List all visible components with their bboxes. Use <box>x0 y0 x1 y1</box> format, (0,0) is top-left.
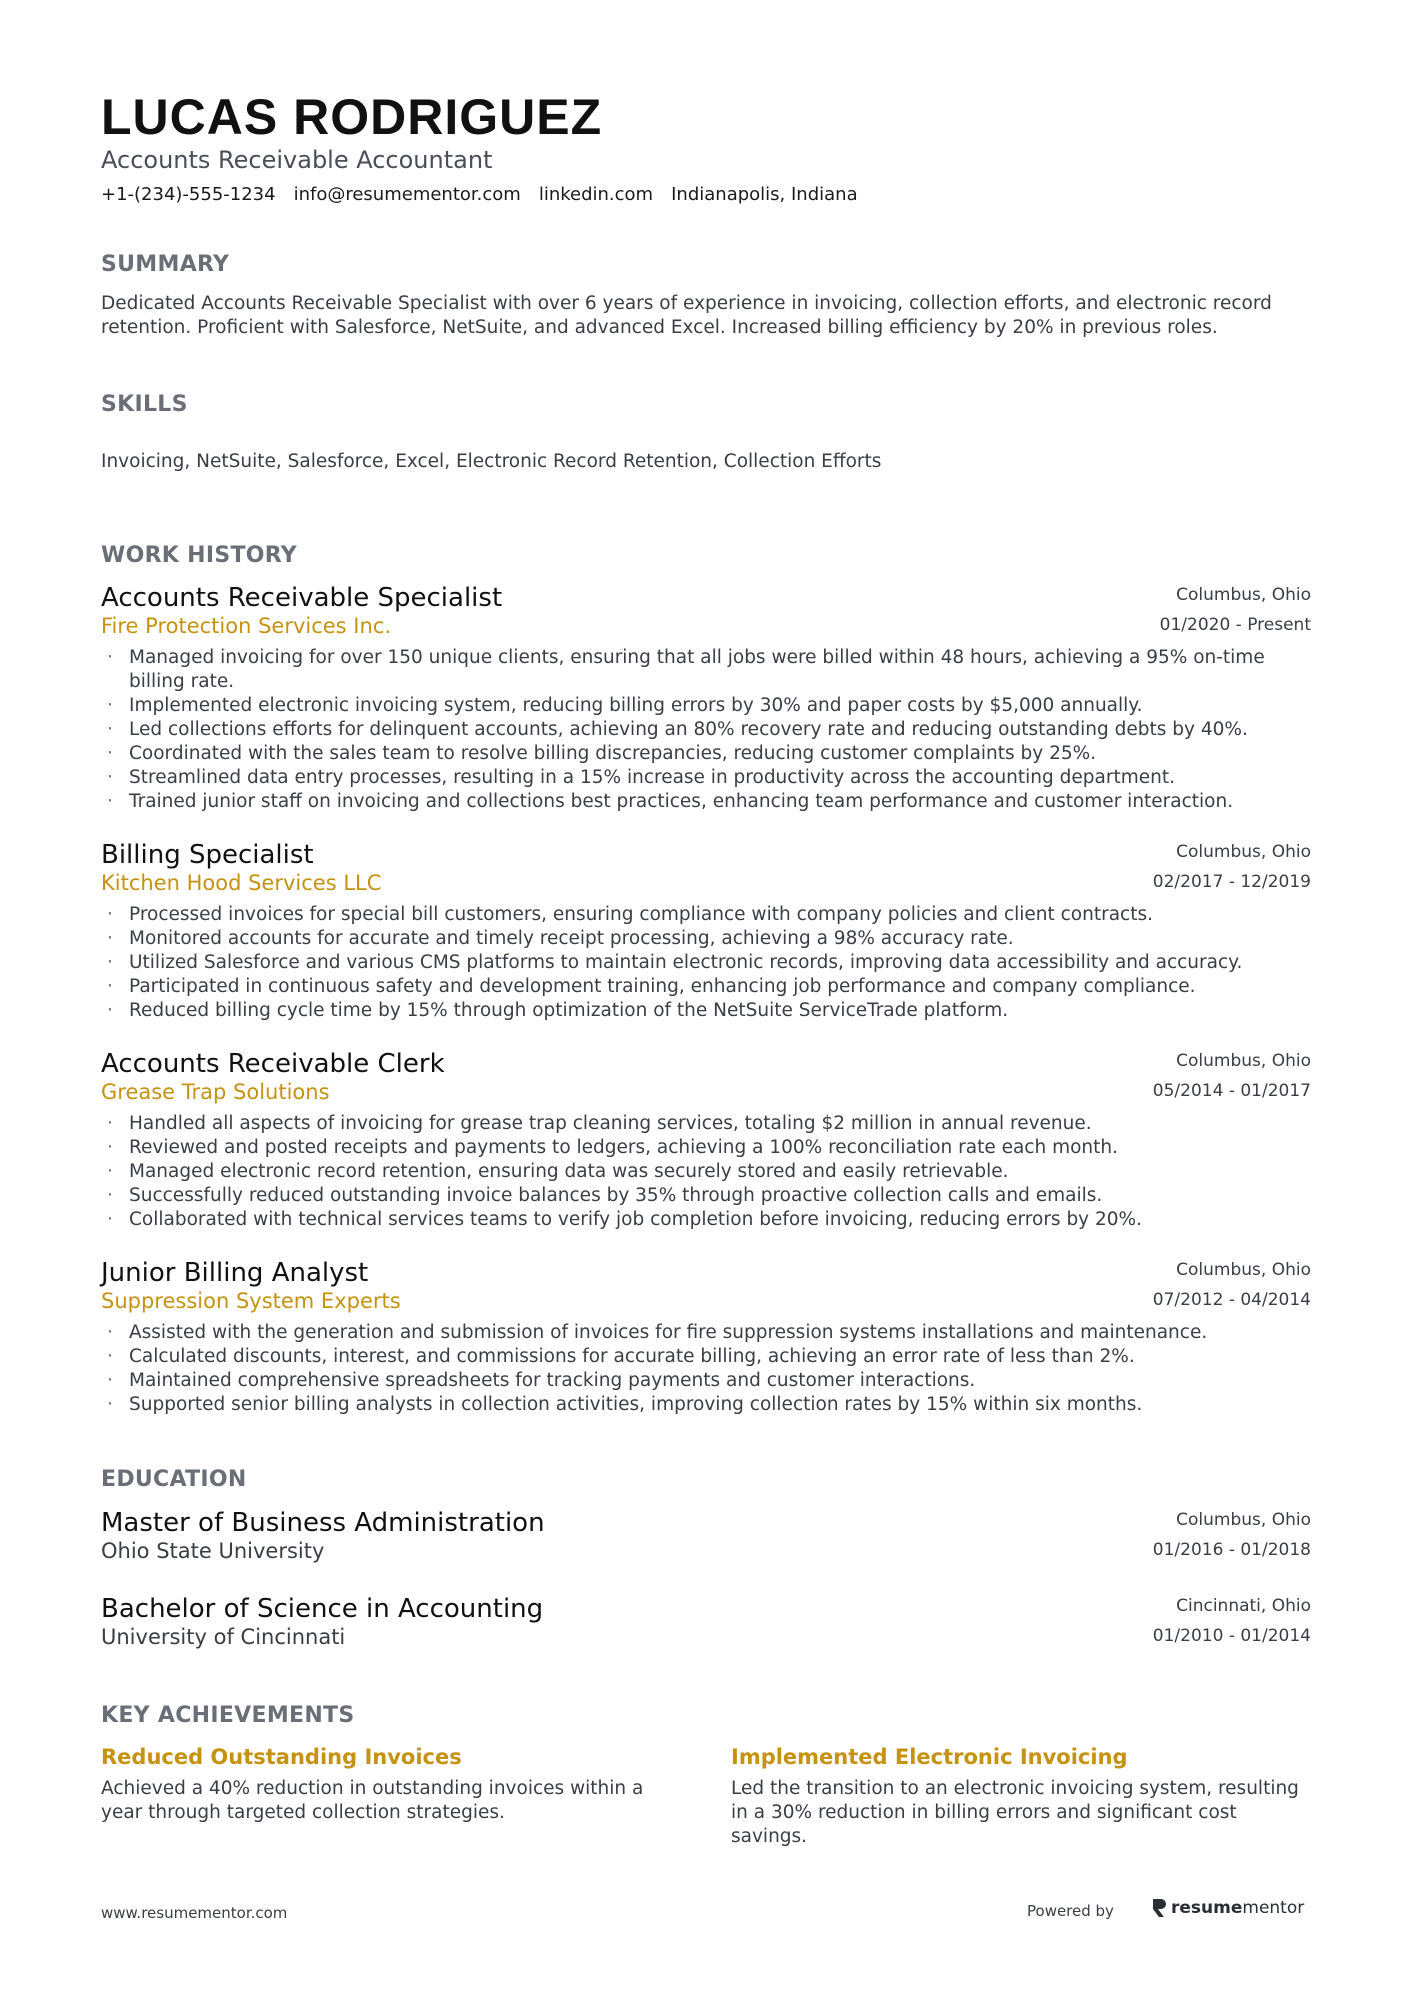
job-bullet: · Managed electronic record retention, ensuring data was securely stored and easily retrievable. <box>101 1160 1311 1184</box>
job-dates: 02/2017 - 12/2019 <box>1152 872 1311 892</box>
achievement-desc: Achieved a 40% reduction in outstanding invoices within a year through targeted collection strategies. <box>101 1778 644 1823</box>
achievement-item <box>101 1745 681 1825</box>
edu-dates: 01/2010 - 01/2014 <box>1152 1626 1311 1646</box>
resume-page <box>101 0 1311 1995</box>
job-bullet: · Maintained comprehensive spreadsheets for tracking payments and customer interactions. <box>101 1369 1311 1393</box>
job-bullets <box>101 646 1311 814</box>
achievement-desc: Led the transition to an electronic invoicing system, resulting in a 30% reduction in billing errors and significant cost savings. <box>731 1778 1299 1847</box>
job-location: Columbus, Ohio <box>1176 1051 1311 1071</box>
job-bullet: · Trained junior staff on invoicing and collections best practices, enhancing team performance and customer interaction. <box>101 790 1311 814</box>
contact-line <box>101 184 858 205</box>
job-company: Fire Protection Services Inc. <box>101 614 392 638</box>
edu-degree: Bachelor of Science in Accounting <box>101 1594 544 1624</box>
job-bullet: · Handled all aspects of invoicing for grease trap cleaning services, totaling $2 million in annual revenue. <box>101 1112 1311 1136</box>
edu-location: Columbus, Ohio <box>1176 1510 1311 1530</box>
contact-location: Indianapolis, Indiana <box>671 184 858 205</box>
job-bullet: · Monitored accounts for accurate and timely receipt processing, achieving a 98% accuracy rate. <box>101 927 1311 951</box>
job-bullet: · Successfully reduced outstanding invoice balances by 35% through proactive collection calls and emails. <box>101 1184 1311 1208</box>
summary-text: Dedicated Accounts Receivable Specialist with over 6 years of experience in invoicing, collection efforts, and electronic record retention. Proficient with Salesforce, NetSuite, and advanced Excel. Increased billing efficiency by 20% in previous roles. <box>101 293 1272 338</box>
job-bullet: · Reduced billing cycle time by 15% through optimization of the NetSuite ServiceTrade platform. <box>101 999 1311 1023</box>
summary-heading: SUMMARY <box>101 252 230 277</box>
job-bullet: · Calculated discounts, interest, and commissions for accurate billing, achieving an error rate of less than 2%. <box>101 1345 1311 1369</box>
job-bullet: · Coordinated with the sales team to resolve billing discrepancies, reducing customer complaints by 25%. <box>101 742 1311 766</box>
job-company: Suppression System Experts <box>101 1289 401 1313</box>
job-company: Grease Trap Solutions <box>101 1080 330 1104</box>
brand-wordmark-b: mentor <box>1242 1898 1305 1918</box>
achievement-title: Reduced Outstanding Invoices <box>101 1745 462 1769</box>
job-bullets <box>101 1321 1311 1417</box>
candidate-name: LUCAS RODRIGUEZ <box>101 89 603 145</box>
job-bullets <box>101 903 1311 1023</box>
job-title: Accounts Receivable Specialist <box>101 583 503 613</box>
job-bullet: · Participated in continuous safety and development training, enhancing job performance and company compliance. <box>101 975 1311 999</box>
brand-wordmark <box>1171 1898 1304 1918</box>
skills-text: Invoicing, NetSuite, Salesforce, Excel, Electronic Record Retention, Collection Efforts <box>101 451 882 472</box>
contact-email: info@resumementor.com <box>293 184 521 205</box>
skills-heading: SKILLS <box>101 392 188 417</box>
job-bullets <box>101 1112 1311 1232</box>
job-location: Columbus, Ohio <box>1176 1260 1311 1280</box>
contact-phone: +1-(234)-555-1234 <box>101 184 276 205</box>
resumementor-logo-icon <box>1151 1898 1167 1918</box>
edu-degree: Master of Business Administration <box>101 1508 545 1538</box>
job-bullet: · Assisted with the generation and submission of invoices for fire suppression systems installations and maintenance. <box>101 1321 1311 1345</box>
job-bullet: · Implemented electronic invoicing system, reducing billing errors by 30% and paper costs by $5,000 annually. <box>101 694 1311 718</box>
job-location: Columbus, Ohio <box>1176 842 1311 862</box>
footer-powered-by: Powered by <box>1027 1902 1114 1920</box>
job-bullet: · Led collections efforts for delinquent accounts, achieving an 80% recovery rate and reducing outstanding debts by 40%. <box>101 718 1311 742</box>
job-title: Billing Specialist <box>101 840 314 870</box>
job-bullet: · Supported senior billing analysts in collection activities, improving collection rates by 15% within six months. <box>101 1393 1311 1417</box>
brand-wordmark-a: resume <box>1171 1898 1243 1918</box>
footer-brand[interactable] <box>1151 1898 1304 1918</box>
work-heading: WORK HISTORY <box>101 543 298 568</box>
job-bullet: · Streamlined data entry processes, resulting in a 15% increase in productivity across the accounting department. <box>101 766 1311 790</box>
job-company: Kitchen Hood Services LLC <box>101 871 382 895</box>
achievement-title: Implemented Electronic Invoicing <box>731 1745 1128 1769</box>
job-dates: 01/2020 - Present <box>1159 615 1311 635</box>
job-dates: 07/2012 - 04/2014 <box>1152 1290 1311 1310</box>
job-bullet: · Reviewed and posted receipts and payments to ledgers, achieving a 100% reconciliation rate each month. <box>101 1136 1311 1160</box>
edu-school: University of Cincinnati <box>101 1625 346 1649</box>
job-title: Junior Billing Analyst <box>101 1258 369 1288</box>
edu-location: Cincinnati, Ohio <box>1176 1596 1311 1616</box>
job-bullet: · Collaborated with technical services teams to verify job completion before invoicing, reducing errors by 20%. <box>101 1208 1311 1232</box>
contact-linkedin: linkedin.com <box>538 184 654 205</box>
job-location: Columbus, Ohio <box>1176 585 1311 605</box>
job-bullet: · Utilized Salesforce and various CMS platforms to maintain electronic records, improving data accessibility and accuracy. <box>101 951 1311 975</box>
education-heading: EDUCATION <box>101 1467 247 1492</box>
achievement-item <box>731 1745 1311 1849</box>
achievements-grid <box>101 1745 1311 1847</box>
job-title: Accounts Receivable Clerk <box>101 1049 445 1079</box>
job-bullet: · Processed invoices for special bill customers, ensuring compliance with company policies and client contracts. <box>101 903 1311 927</box>
candidate-title: Accounts Receivable Accountant <box>101 146 493 174</box>
achievements-heading: KEY ACHIEVEMENTS <box>101 1703 355 1728</box>
edu-dates: 01/2016 - 01/2018 <box>1152 1540 1311 1560</box>
job-dates: 05/2014 - 01/2017 <box>1152 1081 1311 1101</box>
footer-url[interactable]: www.resumementor.com <box>101 1904 288 1922</box>
edu-school: Ohio State University <box>101 1539 325 1563</box>
job-bullet: · Managed invoicing for over 150 unique clients, ensuring that all jobs were billed within 48 hours, achieving a 95% on-time billing rate. <box>101 646 1311 694</box>
